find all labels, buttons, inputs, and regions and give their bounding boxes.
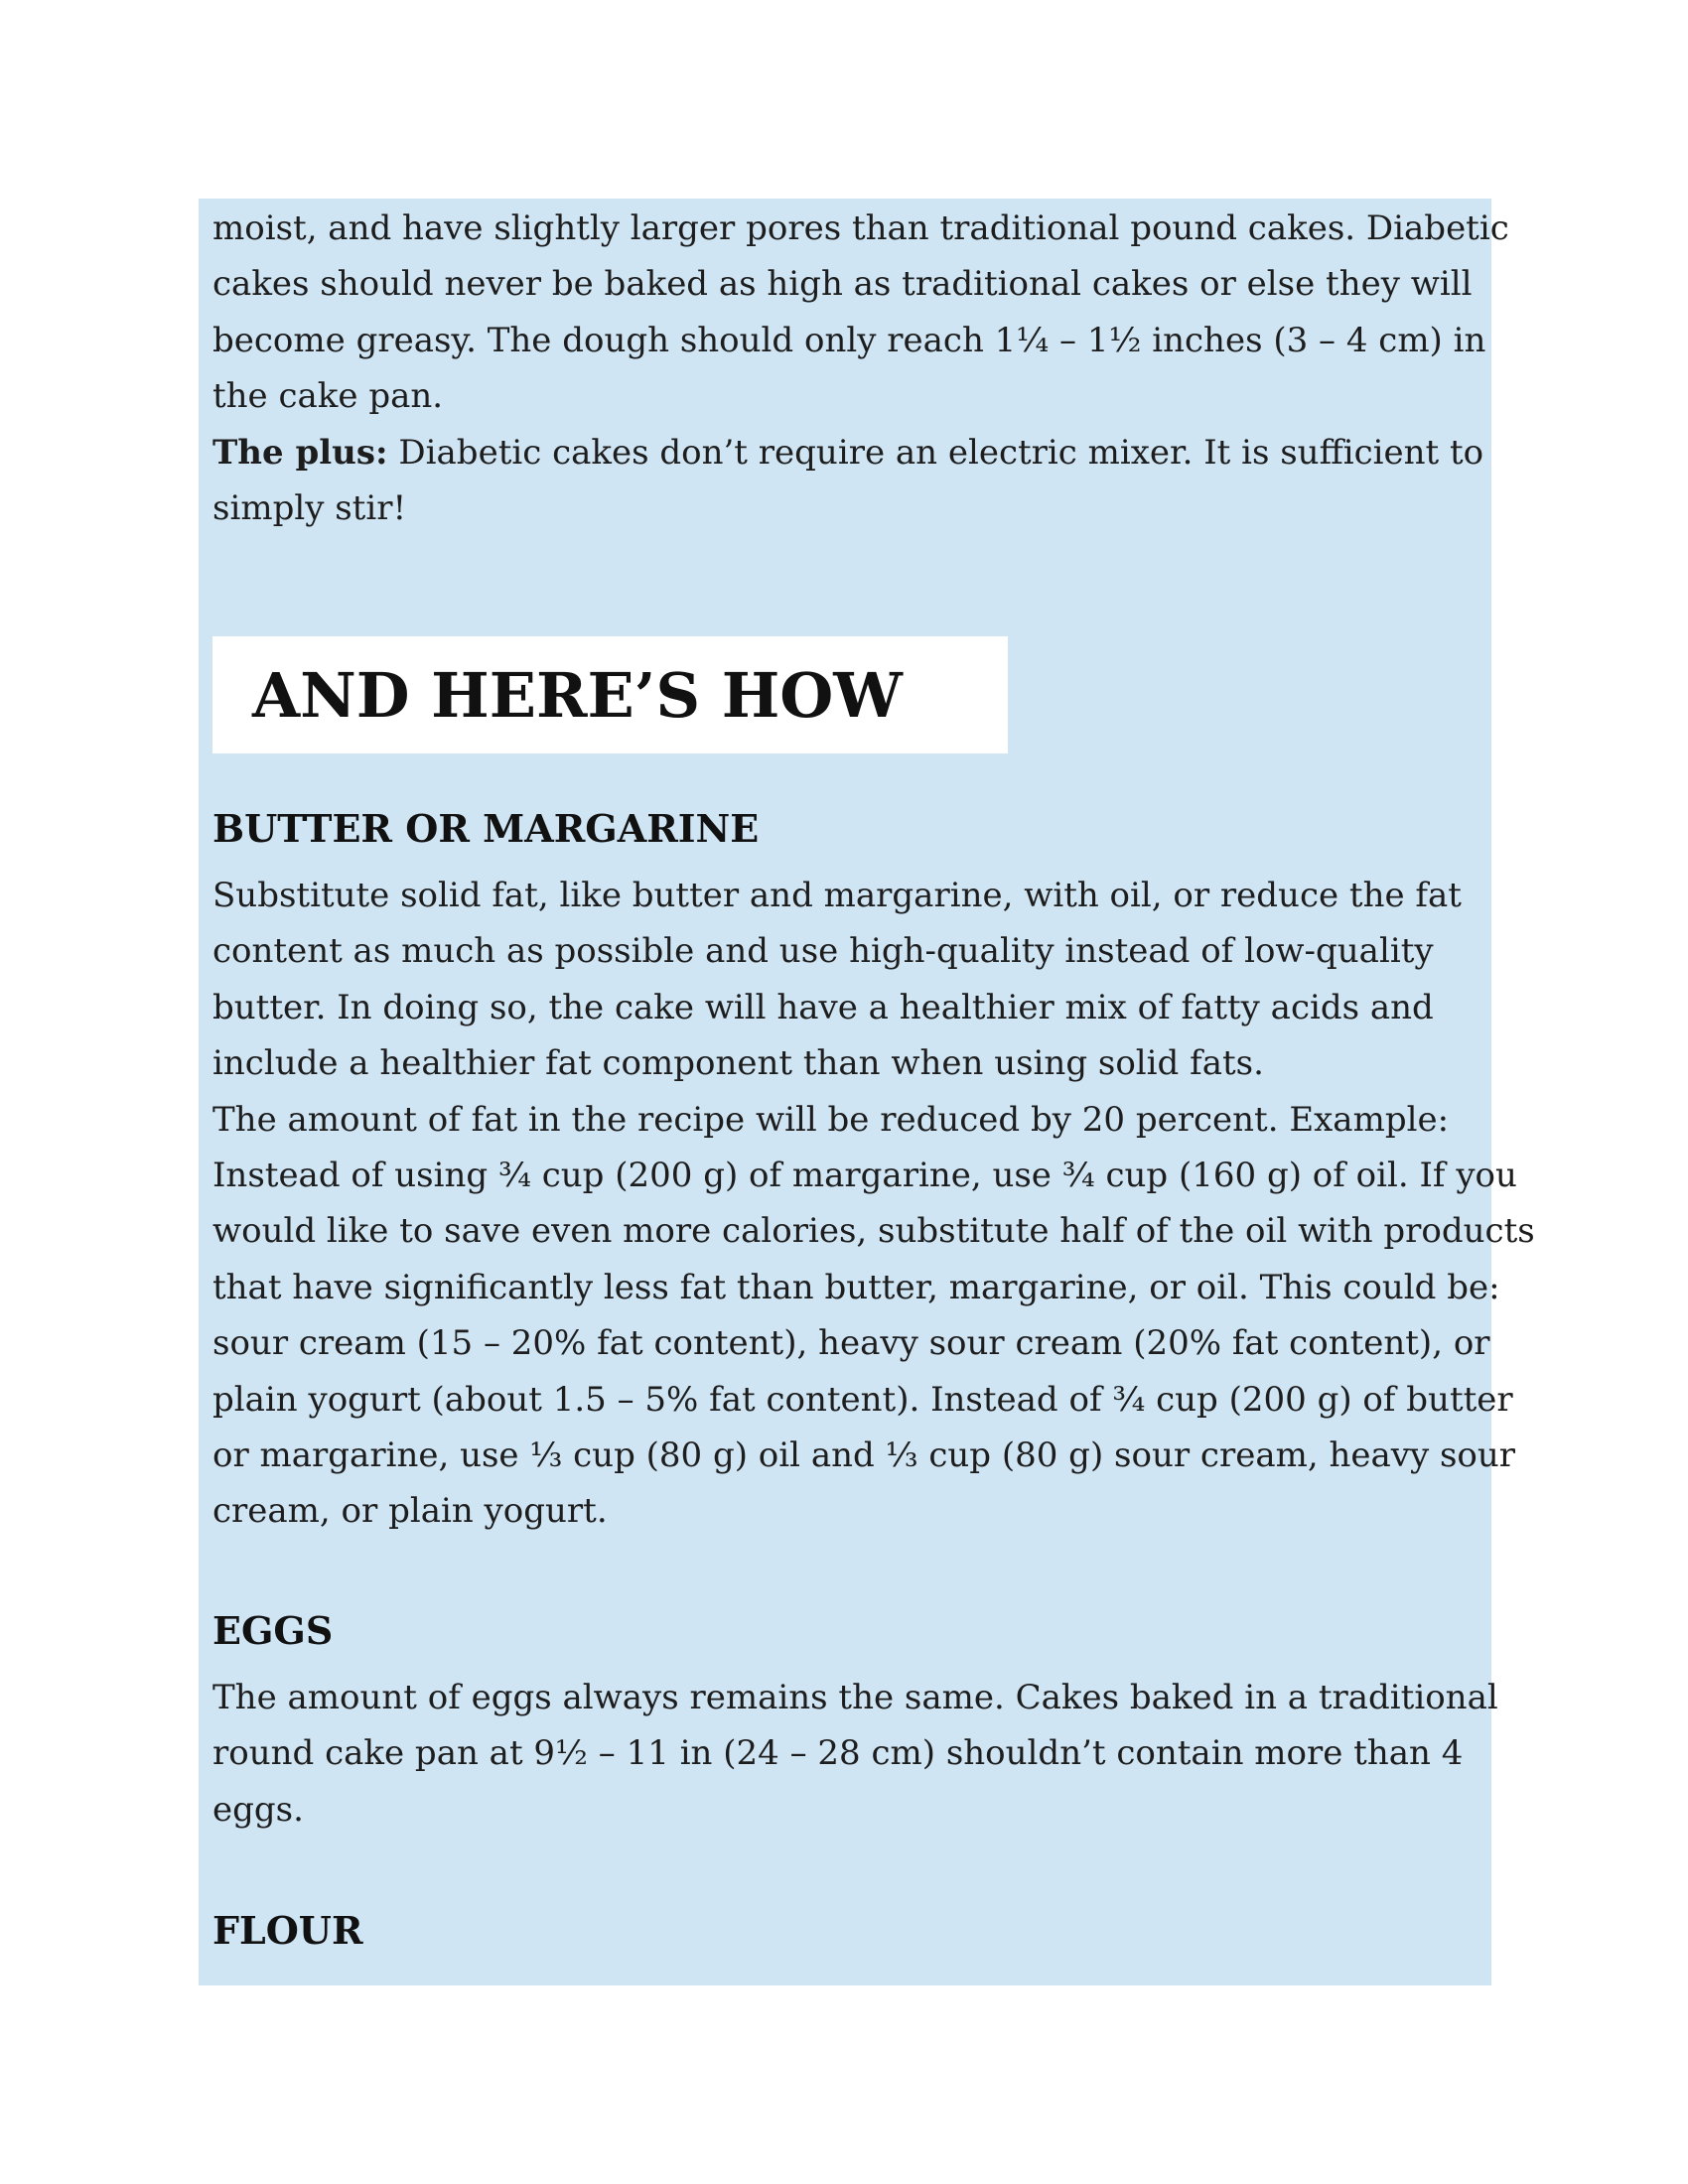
- intro-line: the cake pan.: [212, 376, 444, 417]
- intro-line: become greasy. The dough should only reach 1¼ – 1½ inches (3 – 4 cm) in: [212, 320, 1486, 360]
- butter-paragraph: [212, 868, 1535, 1540]
- body-line: that have significantly less fat than butter, margarine, or oil. This could be:: [212, 1267, 1500, 1307]
- heading-butter-or-margarine: BUTTER OR MARGARINE: [212, 806, 760, 851]
- plus-label: The plus:: [212, 432, 388, 473]
- intro-paragraph: [212, 201, 1509, 536]
- heading-eggs: EGGS: [212, 1608, 334, 1653]
- body-line: plain yogurt (about 1.5 – 5% fat content). Instead of ¾ cup (200 g) of butter: [212, 1379, 1513, 1420]
- body-line: content as much as possible and use high-quality instead of low-quality: [212, 931, 1434, 972]
- body-line: The amount of eggs always remains the same. Cakes baked in a traditional: [212, 1678, 1498, 1717]
- body-line: eggs.: [212, 1789, 304, 1830]
- intro-line: cakes should never be baked as high as traditional cakes or else they will: [212, 264, 1473, 305]
- body-line: include a healthier fat component than when using solid fats.: [212, 1043, 1264, 1084]
- body-line: Substitute solid fat, like butter and margarine, with oil, or reduce the fat: [212, 876, 1462, 915]
- body-line: would like to save even more calories, substitute half of the oil with products: [212, 1211, 1535, 1252]
- intro-line: moist, and have slightly larger pores than traditional pound cakes. Diabetic: [212, 208, 1509, 248]
- body-line: The amount of fat in the recipe will be reduced by 20 percent. Example:: [212, 1099, 1450, 1140]
- heading-flour: FLOUR: [212, 1908, 363, 1953]
- plus-line-2: simply stir!: [212, 488, 407, 529]
- section-title-box: [212, 636, 1008, 753]
- content-panel: [199, 199, 1535, 1985]
- body-line: or margarine, use ⅓ cup (80 g) oil and ⅓ cup (80 g) sour cream, heavy sour: [212, 1435, 1516, 1476]
- body-line: sour cream (15 – 20% fat content), heavy sour cream (20% fat content), or: [212, 1323, 1490, 1364]
- plus-text: Diabetic cakes don’t require an electric mixer. It is sufficient to: [387, 432, 1484, 473]
- body-line: Instead of using ¾ cup (200 g) of margarine, use ¾ cup (160 g) of oil. If you: [212, 1156, 1517, 1196]
- body-line: cream, or plain yogurt.: [212, 1491, 608, 1532]
- body-line: round cake pan at 9½ – 11 in (24 – 28 cm) shouldn’t contain more than 4: [212, 1733, 1464, 1774]
- eggs-paragraph: [212, 1670, 1498, 1838]
- body-line: butter. In doing so, the cake will have a healthier mix of fatty acids and: [212, 987, 1434, 1027]
- plus-line: [212, 425, 1493, 480]
- section-title: AND HERE’S HOW: [252, 658, 903, 732]
